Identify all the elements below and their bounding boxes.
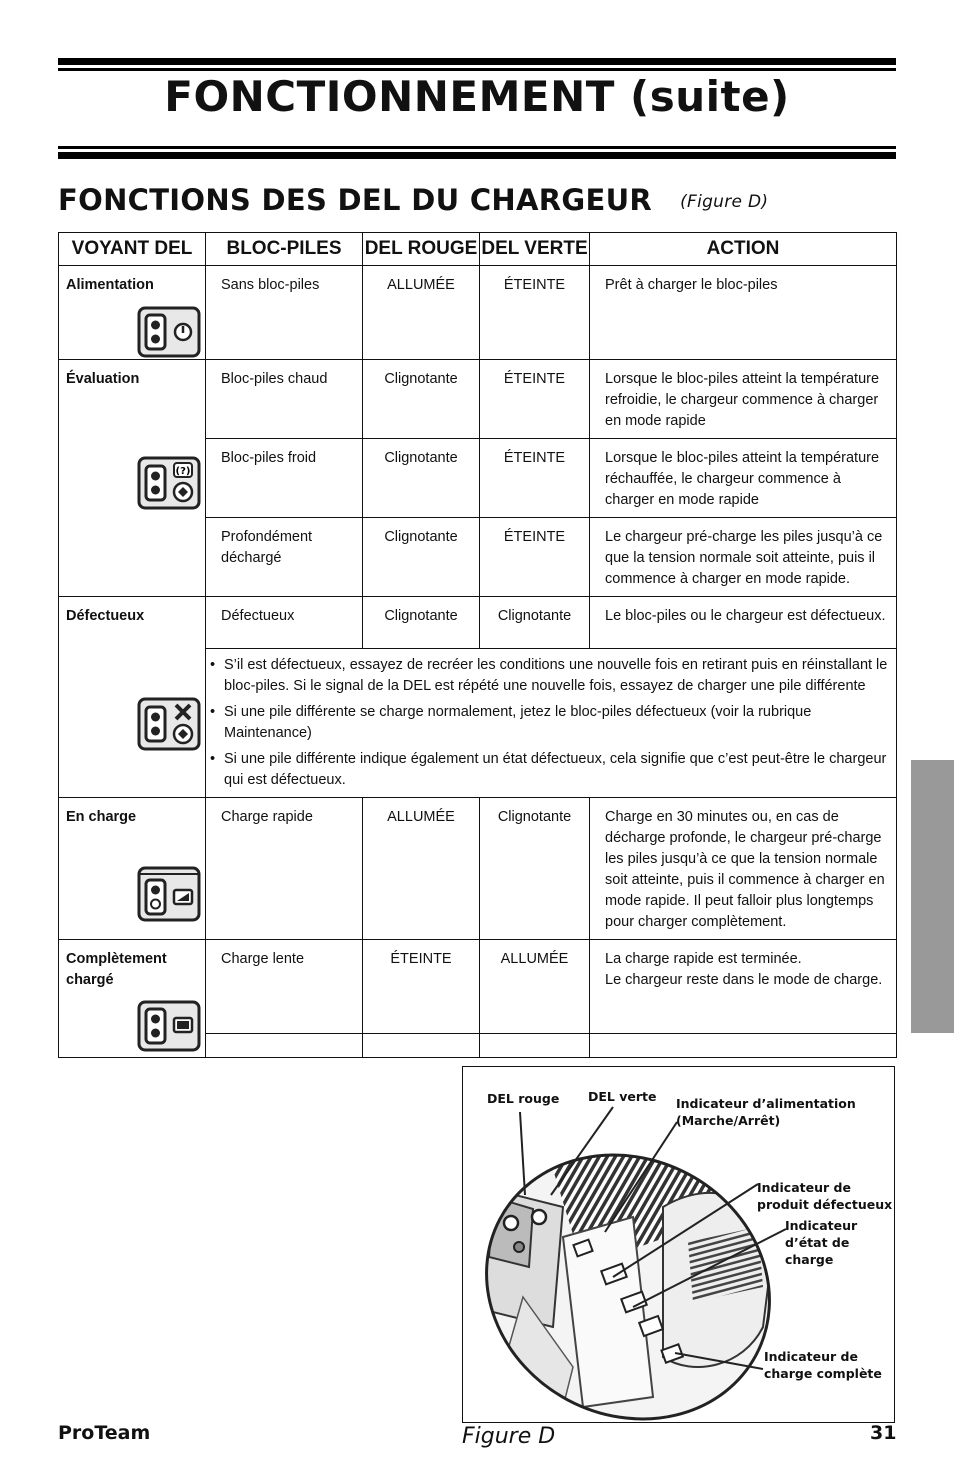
red-led-cell: ALLUMÉE <box>363 798 480 940</box>
pack-cell: Charge lente <box>206 940 363 1034</box>
red-led-cell: Clignotante <box>363 518 480 597</box>
voyant-label: Alimentation <box>66 277 154 293</box>
green-led-cell: ÉTEINTE <box>480 266 590 360</box>
red-led-cell: Clignotante <box>363 597 480 649</box>
evaluation-led-icon <box>137 456 201 510</box>
title-rule-thick <box>58 152 896 159</box>
pack-cell: Bloc-piles chaud <box>206 360 363 439</box>
voyant-evaluation <box>59 360 206 597</box>
voyant-en-charge <box>59 798 206 940</box>
top-rule-thin <box>58 68 896 71</box>
page-title: FONCTIONNEMENT (suite) <box>164 72 790 121</box>
red-led-cell: ÉTEINTE <box>363 940 480 1034</box>
action-line: La charge rapide est terminée. <box>605 951 802 967</box>
table-row <box>59 940 897 1034</box>
voyant-label: Évaluation <box>66 371 140 387</box>
side-section-tab <box>911 760 954 1033</box>
voyant-defectueux <box>59 597 206 798</box>
header-del-rouge: DEL ROUGE <box>363 233 480 266</box>
bullet-text: Si une pile différente se charge normalement, jetez le bloc-piles défectueux (voir la rubrique Maintenance) <box>224 704 812 741</box>
label-alimentation: Indicateur d’alimentation (Marche/Arrêt) <box>676 1096 856 1128</box>
action-cell: Le chargeur pré-charge les piles jusqu’à ce que la tension normale soit atteinte, puis il commence à charger en mode rapide. <box>590 518 897 597</box>
voyant-complet <box>59 940 206 1058</box>
red-led-cell: ALLUMÉE <box>363 266 480 360</box>
voyant-label: Complètement chargé <box>66 951 167 988</box>
figure-reference: (Figure D) <box>680 192 769 212</box>
header-del-verte: DEL VERTE <box>480 233 590 266</box>
title-rule-thin <box>58 146 896 149</box>
green-led-cell: ÉTEINTE <box>480 439 590 518</box>
action-cell: Prêt à charger le bloc-piles <box>590 266 897 360</box>
empty-cell <box>590 1034 897 1058</box>
empty-cell <box>206 1034 363 1058</box>
header-voyant: VOYANT DEL <box>59 233 206 266</box>
table-row <box>59 798 897 940</box>
pack-cell: Charge rapide <box>206 798 363 940</box>
voyant-label: En charge <box>66 809 137 825</box>
header-action: ACTION <box>590 233 897 266</box>
green-led-cell: ALLUMÉE <box>480 940 590 1034</box>
figure-caption: Figure D <box>462 1424 556 1449</box>
empty-cell <box>480 1034 590 1058</box>
action-cell <box>590 940 897 1034</box>
label-del-verte: DEL verte <box>588 1089 657 1104</box>
green-led-cell: ÉTEINTE <box>480 518 590 597</box>
table-row <box>59 360 897 439</box>
list-item: • S’il est défectueux, essayez de recréer les conditions une nouvelle fois en retirant puis en réinstallant le bloc-piles. Si le signal de la DEL est répété une nouvelle fois, essayez de charger une pile différente <box>210 655 888 697</box>
table-header-row <box>59 233 897 266</box>
power-led-icon <box>137 306 201 358</box>
list-item: • Si une pile différente se charge normalement, jetez le bloc-piles défectueux (voir la rubrique Maintenance) <box>210 702 888 744</box>
action-cell: Charge en 30 minutes ou, en cas de décharge profonde, le chargeur pré-charge les piles jusqu’à ce que la tension normale soit atteinte, puis il commence à charger en mode rapide. Il peut falloir plus longtemps pour charger complètement. <box>590 798 897 940</box>
label-defectueux: Indicateur de produit défectueux <box>757 1180 893 1212</box>
page-number: 31 <box>870 1422 897 1444</box>
action-cell: Le bloc-piles ou le chargeur est défectueux. <box>590 597 897 649</box>
defect-led-icon <box>137 697 201 751</box>
label-del-rouge: DEL rouge <box>487 1091 560 1106</box>
red-led-cell: Clignotante <box>363 360 480 439</box>
empty-cell <box>363 1034 480 1058</box>
table-row <box>59 266 897 360</box>
pack-cell: Défectueux <box>206 597 363 649</box>
bullet-text: S’il est défectueux, essayez de recréer les conditions une nouvelle fois en retirant puis en réinstallant le bloc-piles. Si le signal de la DEL est répété une nouvelle fois, essayez de charger une pile différente <box>224 657 888 694</box>
voyant-alimentation <box>59 266 206 360</box>
header-bloc-piles: BLOC-PILES <box>206 233 363 266</box>
pack-cell: Profondément déchargé <box>206 518 363 597</box>
section-title: FONCTIONS DES DEL DU CHARGEUR <box>58 183 653 217</box>
label-etat: Indicateur d’état de charge <box>785 1218 858 1267</box>
list-item: • Si une pile différente indique également un état défectueux, cela signifie que c’est peut-être le chargeur qui est défectueux. <box>210 749 888 791</box>
defect-instructions <box>206 649 897 798</box>
pack-cell: Sans bloc-piles <box>206 266 363 360</box>
green-led-cell: Clignotante <box>480 798 590 940</box>
green-led-cell: Clignotante <box>480 597 590 649</box>
pack-cell: Bloc-piles froid <box>206 439 363 518</box>
charging-led-icon <box>137 866 201 922</box>
led-functions-table <box>58 232 897 1058</box>
voyant-label: Défectueux <box>66 608 145 624</box>
bullet-text: Si une pile différente indique également un état défectueux, cela signifie que c’est peut-être le chargeur qui est défectueux. <box>224 751 887 788</box>
action-cell: Lorsque le bloc-piles atteint la température réchauffée, le chargeur commence à charger en mode rapide <box>590 439 897 518</box>
green-led-cell: ÉTEINTE <box>480 360 590 439</box>
top-rule-thick <box>58 58 896 65</box>
footer-brand: ProTeam <box>58 1422 151 1444</box>
action-line: Le chargeur reste dans le mode de charge. <box>605 972 883 988</box>
svg-text:(?): (?) <box>175 466 191 477</box>
full-charge-led-icon <box>137 1000 201 1052</box>
figure-d-box <box>462 1066 895 1423</box>
section-heading <box>58 183 768 217</box>
table-row <box>59 597 897 649</box>
action-cell: Lorsque le bloc-piles atteint la température refroidie, le chargeur commence à charger en mode rapide <box>590 360 897 439</box>
red-led-cell: Clignotante <box>363 439 480 518</box>
label-complete: Indicateur de charge complète <box>764 1349 882 1381</box>
